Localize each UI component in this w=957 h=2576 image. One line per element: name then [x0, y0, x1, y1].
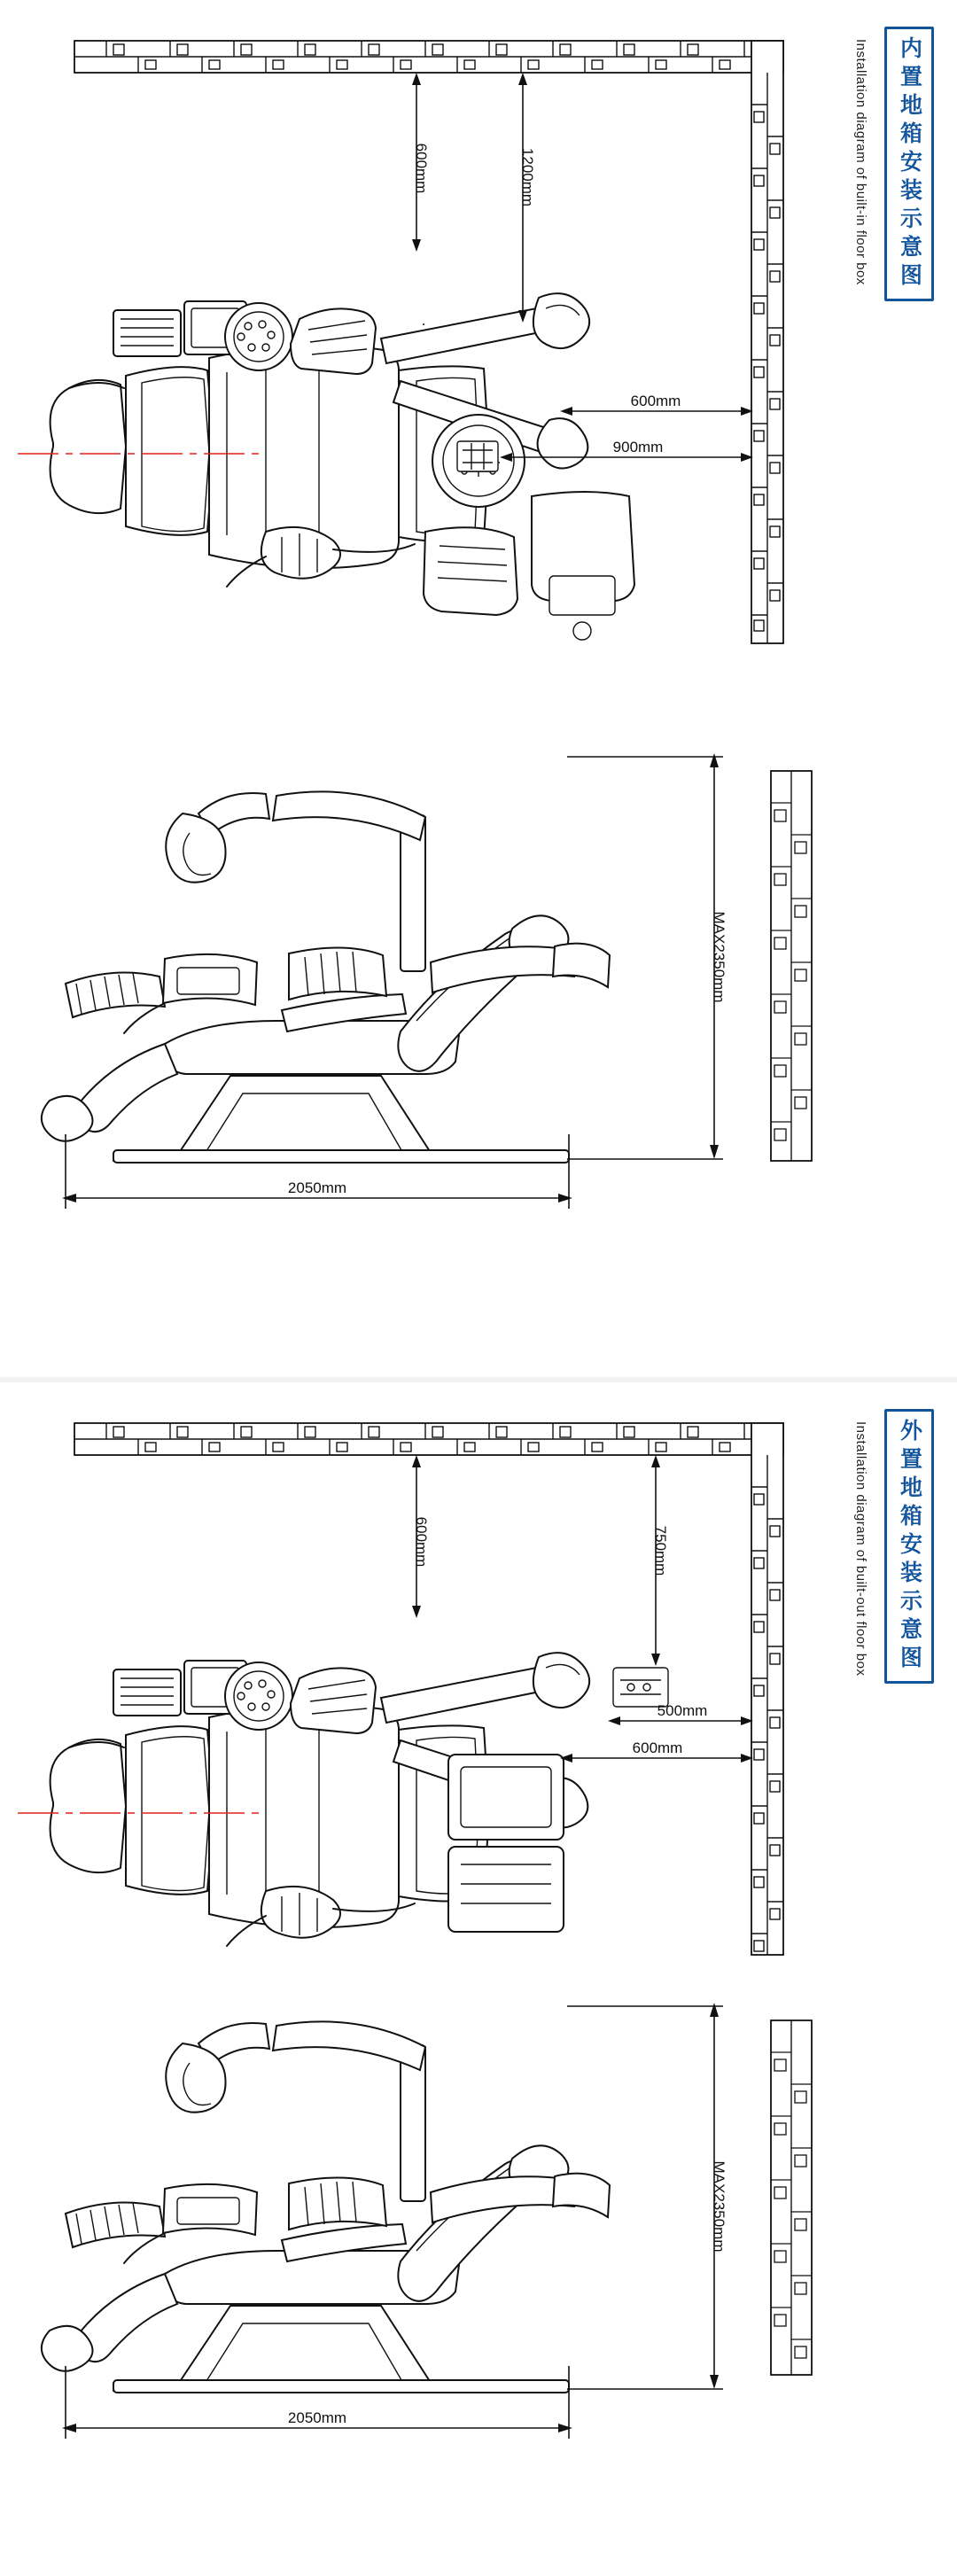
dim-label-2050-2: 2050mm — [287, 2409, 347, 2426]
dim-label-2050-1: 2050mm — [287, 1179, 347, 1196]
banner-built-in-label: 内置地箱安装示意图 — [897, 36, 922, 292]
banner-built-out-label: 外置地箱安装示意图 — [897, 1419, 922, 1674]
side-view-built-out — [0, 1967, 957, 2570]
wall-right-vertical — [751, 41, 783, 643]
dental-chair-side-view — [42, 791, 610, 1163]
wall-side-column — [771, 771, 812, 1161]
dental-chair-side-view — [42, 2021, 610, 2393]
wall-side-column — [771, 2020, 812, 2375]
dim-label-600-v-1: 600mm — [413, 143, 430, 194]
dim-label-600-v-2: 600mm — [413, 1516, 430, 1568]
dim-label-max2350-2: MAX2350mm — [711, 2160, 727, 2253]
wall-top-horizontal — [74, 41, 783, 73]
dim-label-1200-v: 1200mm — [519, 147, 536, 207]
dimension-750mm-vertical — [651, 1455, 669, 1666]
dimension-600mm-horizontal-upper — [560, 393, 753, 416]
dim-label-600-h-2: 600mm — [632, 1739, 683, 1756]
top-view-built-in — [0, 0, 957, 691]
section-built-out — [0, 1382, 957, 2576]
top-view-built-out — [0, 1382, 957, 2003]
floor-box-built-out — [613, 1668, 668, 1707]
dim-label-600-h-1: 600mm — [630, 393, 681, 409]
side-label-built-in: Installation diagram of built-in floor box — [853, 39, 868, 285]
dental-chair-plan-view — [18, 1653, 589, 1946]
dim-label-max2350-1: MAX2350mm — [711, 911, 727, 1003]
dimension-600mm-horizontal-lower — [560, 1739, 753, 1763]
dental-chair-plan-view — [18, 293, 634, 640]
dim-label-750-v: 750mm — [652, 1525, 669, 1576]
dimension-600mm-vertical-upper — [412, 1455, 430, 1618]
dimension-1200mm-vertical — [518, 73, 536, 323]
side-view-built-in — [0, 691, 957, 1365]
wall-right-vertical — [751, 1423, 783, 1955]
dimension-600mm-vertical-upper — [412, 73, 430, 252]
floor-box-built-in — [457, 441, 498, 471]
dim-label-500-h: 500mm — [657, 1702, 708, 1719]
side-label-built-out: Installation diagram of built-out floor box — [853, 1421, 868, 1677]
wall-top-horizontal — [74, 1423, 783, 1455]
dim-label-900-h: 900mm — [612, 439, 664, 455]
